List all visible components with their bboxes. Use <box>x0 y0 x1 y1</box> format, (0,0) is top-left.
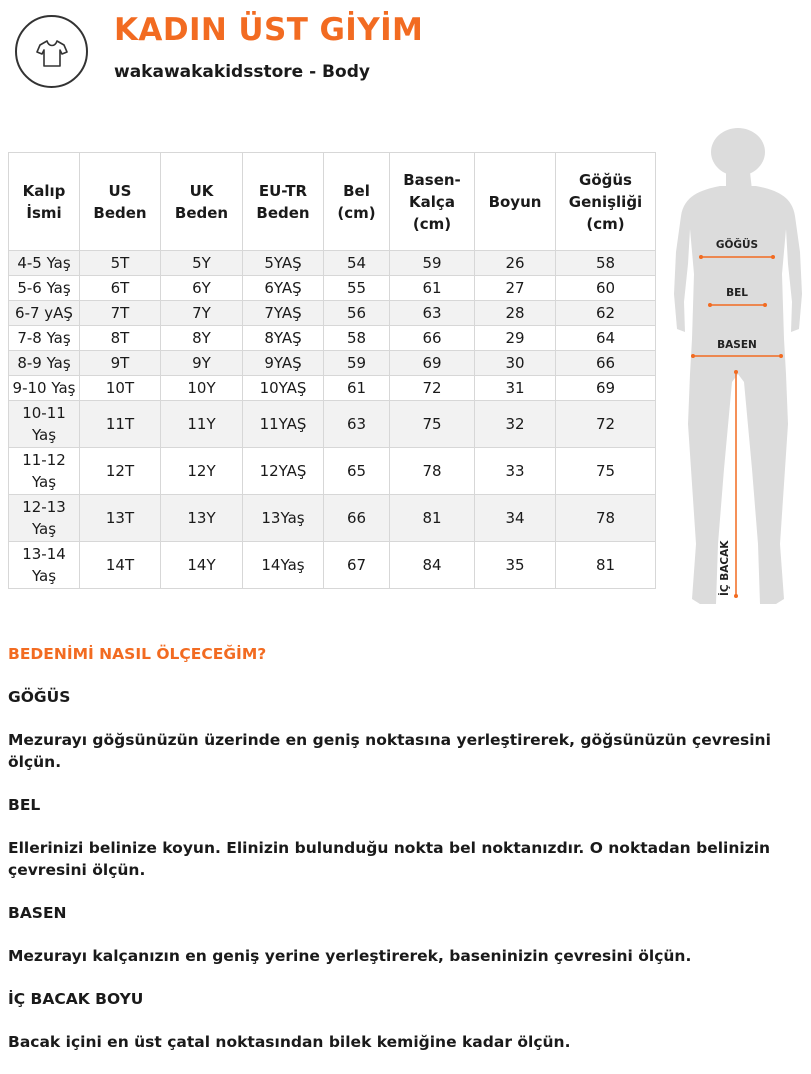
table-row <box>9 448 656 495</box>
table-cell: 31 <box>475 376 556 401</box>
table-cell: 13T <box>80 495 161 542</box>
guide-section-text-inseam: Bacak içini en üst çatal noktasından bilek kemiğine kadar ölçün. <box>8 1033 571 1051</box>
col-header-kalip: Kalıp İsmi <box>9 153 80 251</box>
table-cell: 11Y <box>161 401 243 448</box>
table-cell: 5YAŞ <box>243 251 324 276</box>
body-measurement-figure <box>672 124 810 620</box>
table-cell: 12T <box>80 448 161 495</box>
table-cell: 5-6 Yaş <box>9 276 80 301</box>
table-row <box>9 401 656 448</box>
table-cell: 66 <box>324 495 390 542</box>
table-cell: 64 <box>556 326 656 351</box>
size-table <box>8 152 656 589</box>
table-cell: 56 <box>324 301 390 326</box>
table-cell: 6Y <box>161 276 243 301</box>
table-cell: 69 <box>390 351 475 376</box>
guide-section-title-waist: BEL <box>8 796 41 814</box>
table-row <box>9 326 656 351</box>
measurement-guide <box>8 643 804 1074</box>
table-cell: 66 <box>556 351 656 376</box>
guide-section-title-inseam: İÇ BACAK BOYU <box>8 990 144 1008</box>
table-cell: 59 <box>324 351 390 376</box>
col-header-bel: Bel (cm) <box>324 153 390 251</box>
col-header-gogus: Göğüs Genişliği (cm) <box>556 153 656 251</box>
table-cell: 6YAŞ <box>243 276 324 301</box>
table-cell: 55 <box>324 276 390 301</box>
table-header-row <box>9 153 656 251</box>
table-cell: 61 <box>390 276 475 301</box>
table-cell: 9-10 Yaş <box>9 376 80 401</box>
table-cell: 14Yaş <box>243 542 324 589</box>
table-row <box>9 542 656 589</box>
table-body <box>9 251 656 589</box>
guide-section-title-chest: GÖĞÜS <box>8 688 71 706</box>
table-cell: 61 <box>324 376 390 401</box>
guide-heading: BEDENİMİ NASIL ÖLÇECEĞİM? <box>8 645 267 663</box>
table-cell: 78 <box>556 495 656 542</box>
table-cell: 62 <box>556 301 656 326</box>
col-header-boyun: Boyun <box>475 153 556 251</box>
table-cell: 5Y <box>161 251 243 276</box>
table-cell: 75 <box>556 448 656 495</box>
table-cell: 14T <box>80 542 161 589</box>
table-cell: 11-12 Yaş <box>9 448 80 495</box>
table-cell: 30 <box>475 351 556 376</box>
table-cell: 6T <box>80 276 161 301</box>
table-cell: 69 <box>556 376 656 401</box>
table-cell: 5T <box>80 251 161 276</box>
table-cell: 13Y <box>161 495 243 542</box>
table-cell: 58 <box>556 251 656 276</box>
guide-section-text-chest: Mezurayı göğsünüzün üzerinde en geniş noktasına yerleştirerek, göğsünüzün çevresini ölçün. <box>8 731 771 771</box>
col-header-basen: Basen-Kalça (cm) <box>390 153 475 251</box>
table-cell: 60 <box>556 276 656 301</box>
inseam-measure-line <box>734 370 738 598</box>
table-cell: 13Yaş <box>243 495 324 542</box>
table-cell: 4-5 Yaş <box>9 251 80 276</box>
table-cell: 14Y <box>161 542 243 589</box>
table-row <box>9 376 656 401</box>
table-cell: 13-14 Yaş <box>9 542 80 589</box>
table-cell: 8Y <box>161 326 243 351</box>
body-silhouette <box>674 128 802 604</box>
table-cell: 32 <box>475 401 556 448</box>
table-cell: 33 <box>475 448 556 495</box>
table-cell: 27 <box>475 276 556 301</box>
table-cell: 59 <box>390 251 475 276</box>
table-cell: 12YAŞ <box>243 448 324 495</box>
page-title: KADIN ÜST GİYİM <box>114 12 424 48</box>
table-cell: 81 <box>556 542 656 589</box>
category-logo <box>15 15 88 88</box>
table-cell: 35 <box>475 542 556 589</box>
table-cell: 72 <box>390 376 475 401</box>
table-cell: 34 <box>475 495 556 542</box>
table-cell: 63 <box>390 301 475 326</box>
table-cell: 12-13 Yaş <box>9 495 80 542</box>
table-cell: 7-8 Yaş <box>9 326 80 351</box>
table-row <box>9 276 656 301</box>
tshirt-icon <box>36 38 68 68</box>
table-cell: 11T <box>80 401 161 448</box>
table-cell: 65 <box>324 448 390 495</box>
table-cell: 66 <box>390 326 475 351</box>
inseam-label: İÇ BACAK <box>719 540 731 596</box>
table-cell: 54 <box>324 251 390 276</box>
table-cell: 8-9 Yaş <box>9 351 80 376</box>
table-cell: 26 <box>475 251 556 276</box>
table-row <box>9 301 656 326</box>
table-cell: 9YAŞ <box>243 351 324 376</box>
waist-label: BEL <box>726 287 748 299</box>
col-header-uk: UK Beden <box>161 153 243 251</box>
table-cell: 67 <box>324 542 390 589</box>
table-cell: 29 <box>475 326 556 351</box>
table-cell: 10T <box>80 376 161 401</box>
table-cell: 7Y <box>161 301 243 326</box>
table-row <box>9 251 656 276</box>
table-cell: 63 <box>324 401 390 448</box>
table-cell: 9T <box>80 351 161 376</box>
table-cell: 11YAŞ <box>243 401 324 448</box>
table-cell: 81 <box>390 495 475 542</box>
table-cell: 10-11 Yaş <box>9 401 80 448</box>
table-cell: 10Y <box>161 376 243 401</box>
table-cell: 75 <box>390 401 475 448</box>
table-cell: 6-7 yAŞ <box>9 301 80 326</box>
guide-section-title-hip: BASEN <box>8 904 67 922</box>
table-cell: 8T <box>80 326 161 351</box>
table-cell: 72 <box>556 401 656 448</box>
table-cell: 10YAŞ <box>243 376 324 401</box>
table-cell: 8YAŞ <box>243 326 324 351</box>
table-cell: 78 <box>390 448 475 495</box>
chest-label: GÖĞÜS <box>715 239 759 251</box>
hip-label: BASEN <box>717 339 757 351</box>
table-cell: 7T <box>80 301 161 326</box>
table-cell: 28 <box>475 301 556 326</box>
table-row <box>9 495 656 542</box>
guide-section-text-waist: Ellerinizi belinize koyun. Elinizin bulunduğu nokta bel noktanızdır. O noktadan belinizin çevresini ölçün. <box>8 839 771 879</box>
table-cell: 9Y <box>161 351 243 376</box>
col-header-us: US Beden <box>80 153 161 251</box>
table-cell: 58 <box>324 326 390 351</box>
table-cell: 84 <box>390 542 475 589</box>
table-cell: 7YAŞ <box>243 301 324 326</box>
page-subtitle: wakawakakidsstore - Body <box>114 62 370 82</box>
guide-section-text-hip: Mezurayı kalçanızın en geniş yerine yerleştirerek, baseninizin çevresini ölçün. <box>8 947 692 965</box>
col-header-eu-tr: EU-TR Beden <box>243 153 324 251</box>
table-cell: 12Y <box>161 448 243 495</box>
table-row <box>9 351 656 376</box>
